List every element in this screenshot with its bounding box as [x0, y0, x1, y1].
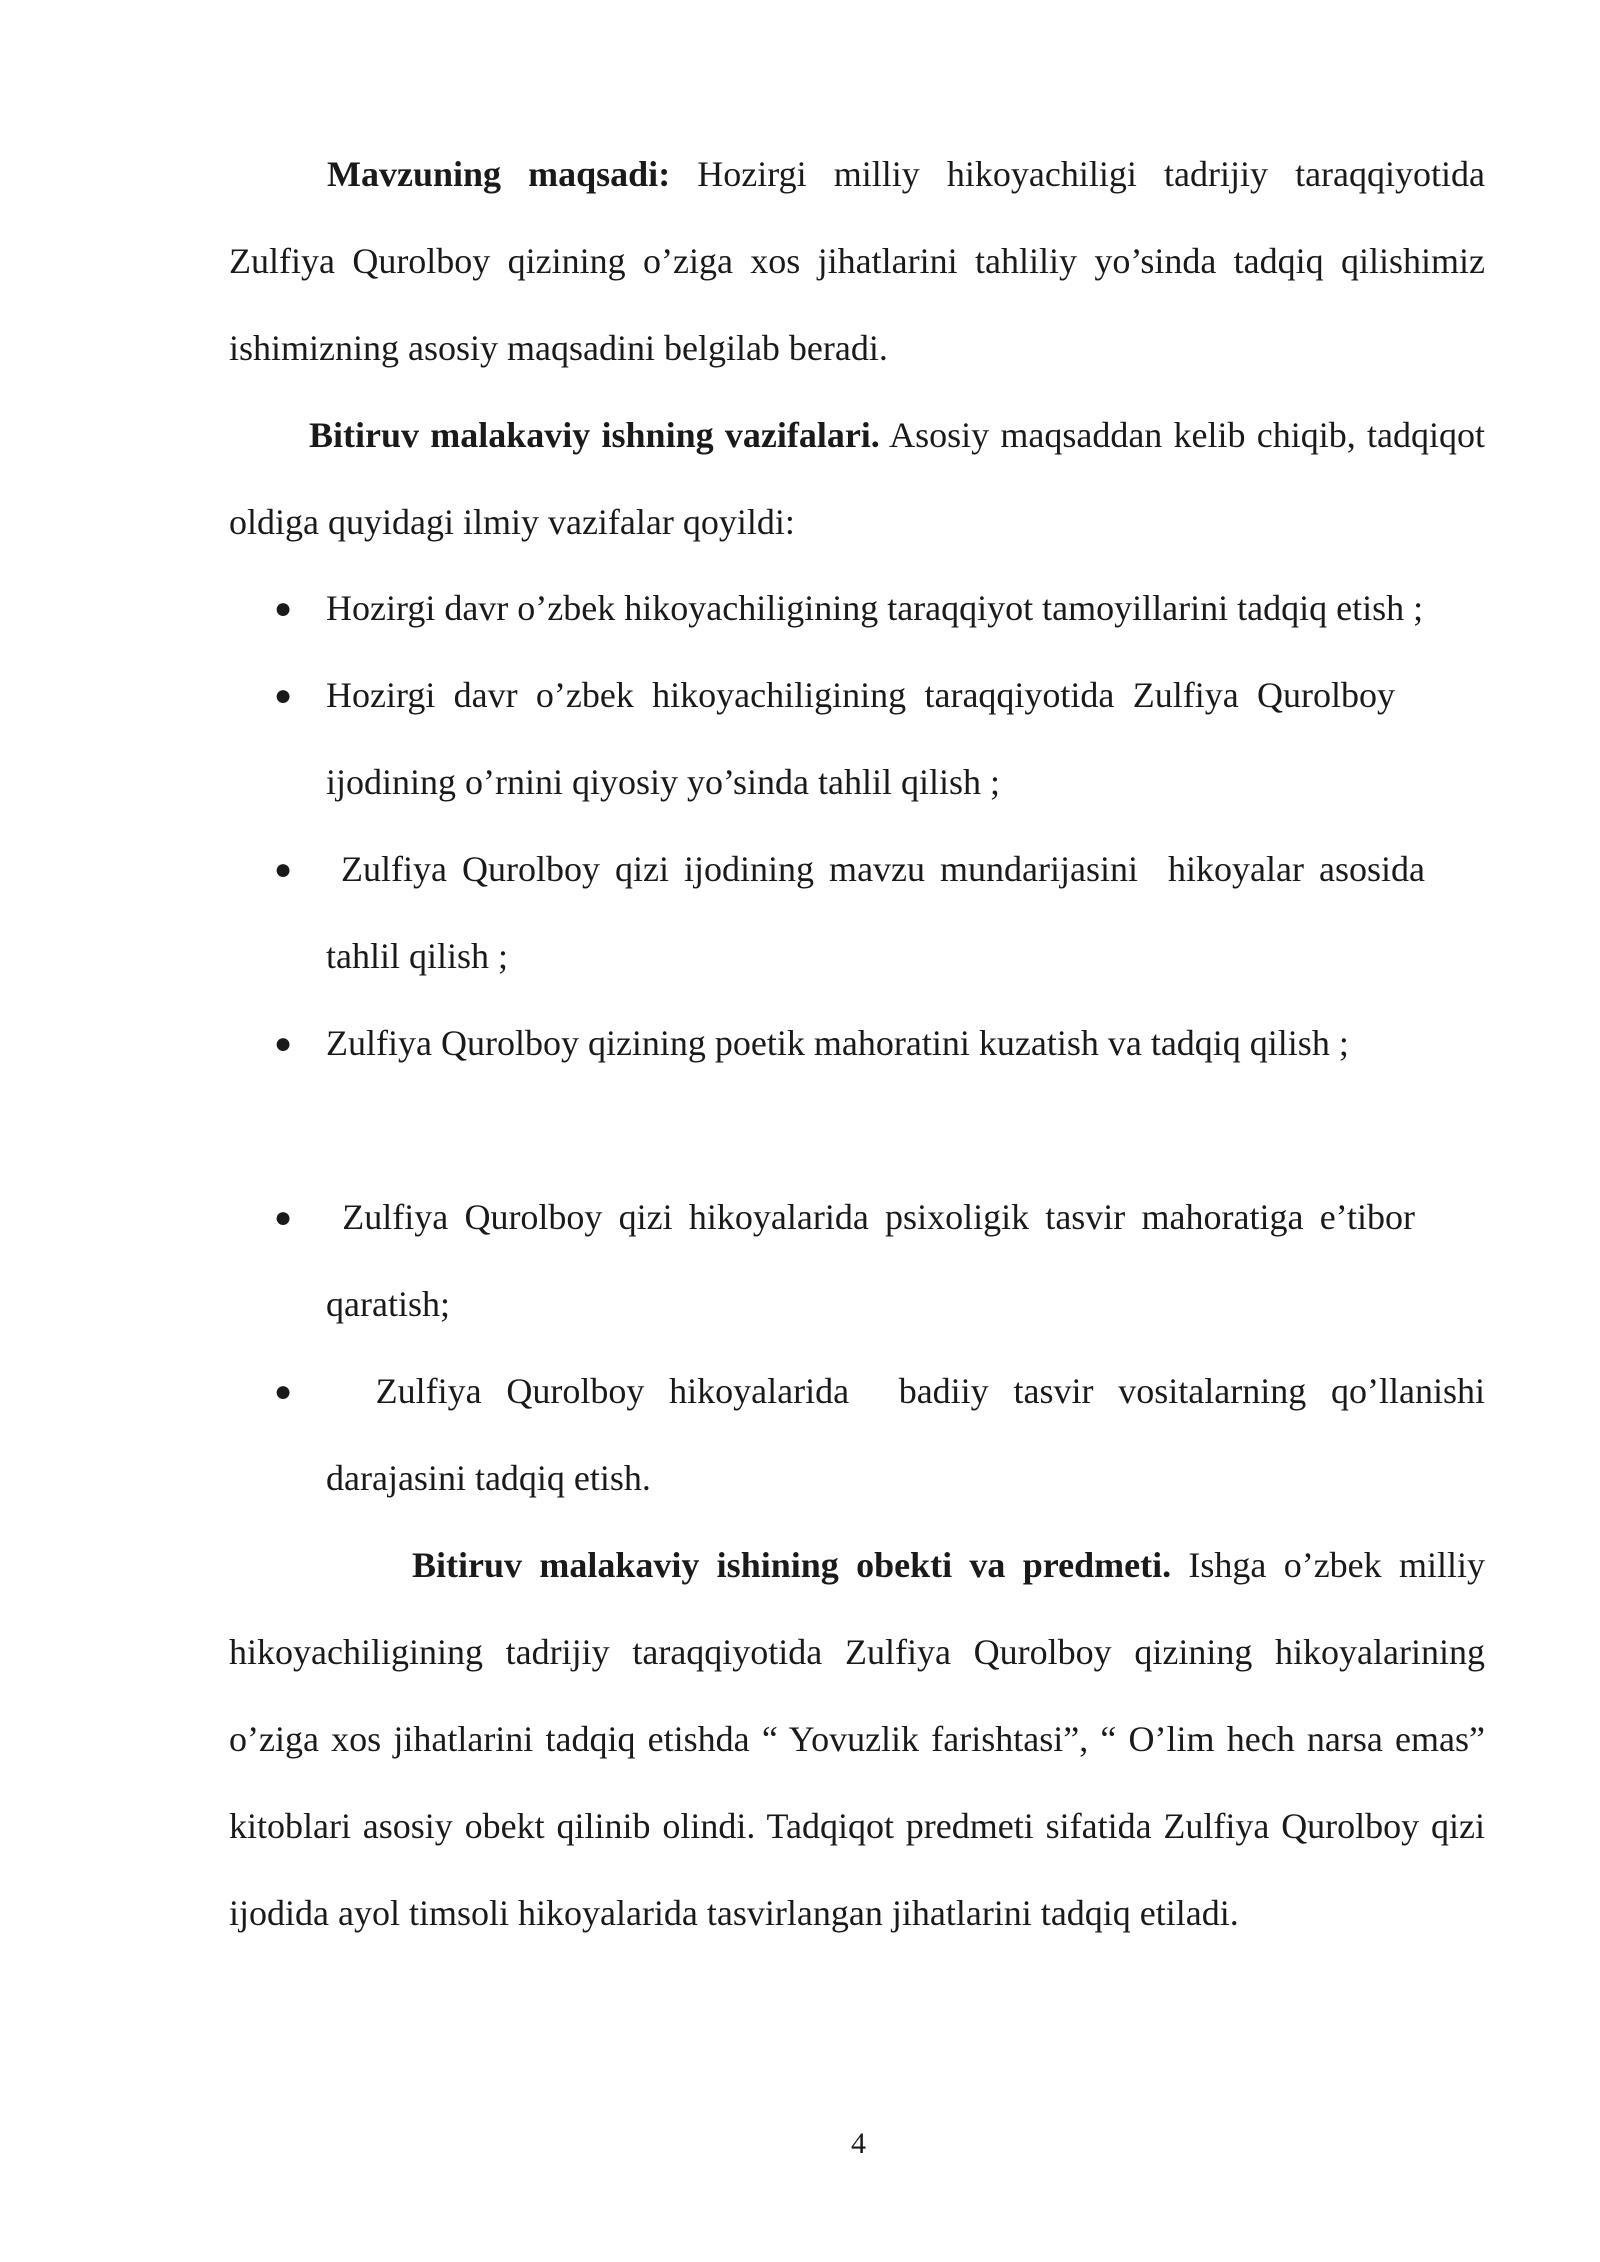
object-paragraph	[229, 1522, 1485, 1957]
bullet-icon: ●	[274, 853, 293, 886]
task-list-item	[229, 1174, 1485, 1348]
purpose-text: Hozirgi milliy hikoyachiligi tadrijiy taraqqiyotida Zulfiya Qurolboy qizining o’ziga xos jihatlarini tahliliy yo’sinda tadqiq qilishimiz ishimizning asosiy maqsadini belgilab beradi.	[229, 154, 1486, 368]
task-list-item	[229, 1000, 1485, 1087]
task-text: Zulfiya Qurolboy qizi hikoyalarida psixoligik tasvir mahoratiga e’tibor qaratish;	[326, 1197, 1425, 1324]
task-text: Hozirgi davr o’zbek hikoyachiligining taraqqiyotida Zulfiya Qurolboy ijodining o’rnini qiyosiy yo’sinda tahlil qilish ;	[326, 675, 1395, 802]
task-text: Zulfiya Qurolboy qizining poetik mahoratini kuzatish va tadqiq qilish ;	[326, 1023, 1349, 1063]
task-list-item	[229, 652, 1485, 826]
purpose-paragraph	[229, 131, 1485, 392]
object-text: Ishga o’zbek milliy hikoyachiligining tadrijiy taraqqiyotida Zulfiya Qurolboy qizining hikoyalarining o’ziga xos jihatlarini tadqiq etishda “ Yovuzlik farishtasi”, “ O’lim hech narsa emas” kitoblari asosiy obekt qilinib olindi. Tadqiqot predmeti sifatida Zulfiya Qurolboy qizi ijodida ayol timsoli hikoyalarida tasvirlangan jihatlarini tadqiq etiladi.	[229, 1545, 1485, 1933]
tasks-text: Asosiy maqsaddan kelib chiqib, tadqiqot oldiga quyidagi ilmiy vazifalar qoyildi:	[229, 415, 1486, 542]
task-text: Zulfiya Qurolboy qizi ijodining mavzu mundarijasini hikoyalar asosida tahlil qilish ;	[326, 849, 1435, 976]
purpose-heading: Mavzuning maqsadi:	[327, 154, 671, 194]
bullet-icon: ●	[274, 1027, 293, 1060]
task-list-item	[229, 826, 1485, 1000]
task-text: Hozirgi davr o’zbek hikoyachiligining taraqqiyot tamoyillarini tadqiq etish ;	[326, 588, 1424, 628]
tasks-heading: Bitiruv malakaviy ishning vazifalari.	[309, 415, 880, 455]
task-list-item	[229, 565, 1485, 652]
object-heading: Bitiruv malakaviy ishining obekti va predmeti.	[412, 1545, 1172, 1585]
tasks-paragraph	[229, 392, 1485, 566]
bullet-icon: ●	[274, 592, 293, 625]
bullet-icon: ●	[274, 1375, 293, 1408]
bullet-icon: ●	[274, 1201, 293, 1234]
bullet-icon: ●	[274, 679, 293, 712]
page-number: 4	[851, 2127, 866, 2160]
task-text: Zulfiya Qurolboy hikoyalarida badiiy tasvir vositalarning qo’llanishi darajasini tadqiq etish.	[326, 1371, 1495, 1498]
task-list-item	[229, 1348, 1495, 1522]
